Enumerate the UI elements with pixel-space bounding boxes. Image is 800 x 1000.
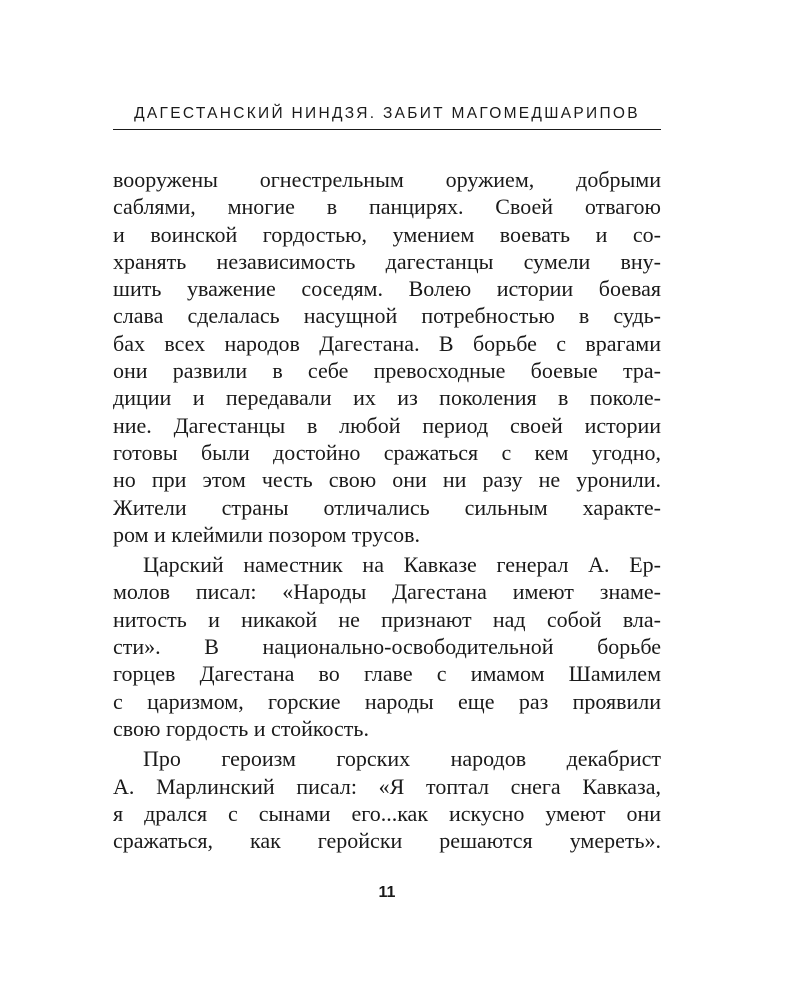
text-line: свою гордость и стойкость. [113, 715, 369, 741]
text-line: хранять независимость дагестанцы сумели вну- [113, 248, 661, 274]
text-line: ние. Дагестанцы в любой период своей истории [113, 412, 661, 438]
text-line: Царский наместник на Кавказе генерал А. Ер- [143, 552, 661, 578]
text-line: сти». В национально-освободительной борьбе [113, 634, 661, 660]
header-rule [113, 129, 661, 130]
text-line: саблями, многие в панцирях. Своей отвагою [113, 194, 661, 220]
text-line: шить уважение соседям. Волею истории боевая [113, 276, 661, 302]
text-line: вооружены огнестрельным оружием, добрыми [113, 167, 661, 192]
text-line: нитость и никакой не признают над собой вла- [113, 606, 661, 632]
text-line: с царизмом, горские народы еще раз проявили [113, 688, 661, 714]
text-line: горцев Дагестана во главе с имамом Шамилем [113, 661, 661, 687]
text-line: бах всех народов Дагестана. В борьбе с врагами [113, 330, 661, 356]
text-line: Жители страны отличались сильным характе- [113, 494, 661, 520]
text-line: А. Марлинский писал: «Я топтал снега Кавказа, [113, 773, 661, 799]
page-number: 11 [378, 884, 396, 901]
text-line: готовы были достойно сражаться с кем угодно, [113, 439, 661, 465]
text-line: сражаться, как геройски решаются умереть». [113, 828, 661, 854]
text-line: Про героизм горских народов декабрист [143, 746, 661, 772]
body-text [113, 166, 661, 854]
text-line: но при этом честь свою они ни разу не уронили. [113, 467, 661, 493]
text-line: они развили в себе превосходные боевые тра- [113, 358, 661, 384]
text-line: слава сделалась насущной потребностью в судь- [113, 303, 661, 329]
paragraph-2 [113, 551, 661, 742]
text-line: и воинской гордостью, умением воевать и со- [113, 221, 661, 247]
text-line: ром и клеймили позором трусов. [113, 521, 421, 547]
text-line: молов писал: «Народы Дагестана имеют знаме- [113, 579, 661, 605]
paragraph-3 [113, 745, 661, 854]
text-line: я дрался с сынами его...как искусно умеют они [113, 800, 661, 826]
text-line: диции и передавали их из поколения в поколе- [113, 385, 661, 411]
paragraph-1 [113, 166, 661, 548]
running-head: ДАГЕСТАНСКИЙ НИНДЗЯ. ЗАБИТ МАГОМЕДШАРИПОВ [134, 105, 640, 122]
